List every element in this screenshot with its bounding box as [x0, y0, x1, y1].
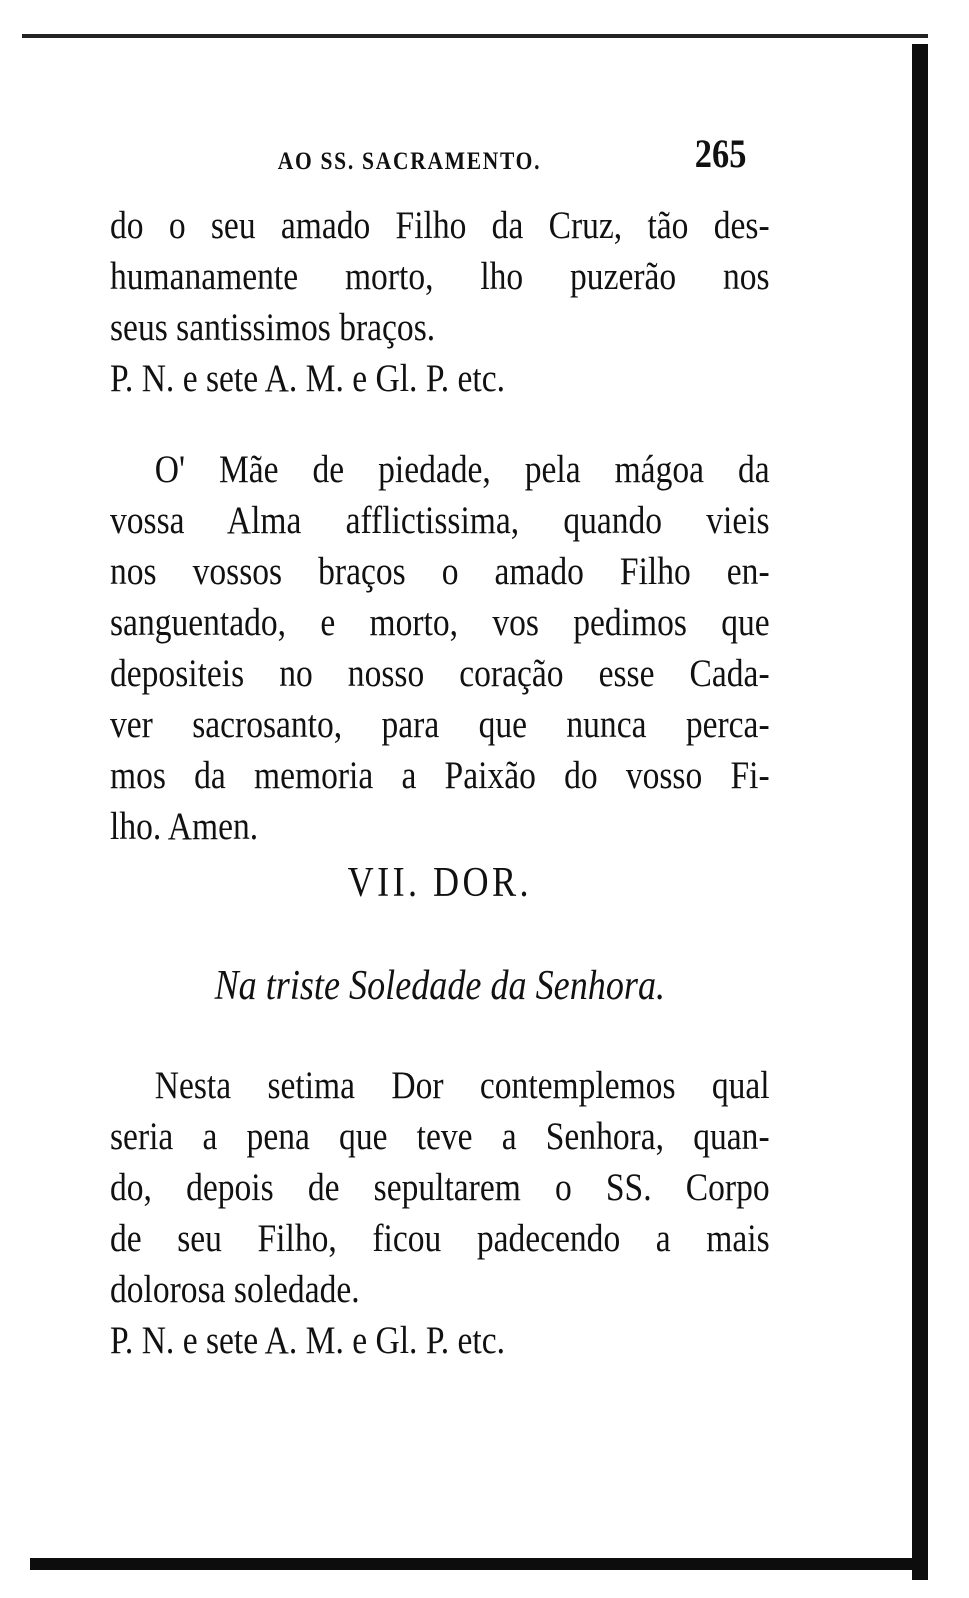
text-line: do o seu amado Filho da Cruz, tão des- — [110, 204, 770, 247]
spacer — [110, 404, 678, 444]
text-line: depositeis no nosso coração esse Cada- — [110, 652, 770, 695]
text-line: O' Mãe de piedade, pela mágoa da — [154, 448, 770, 491]
text-line: sanguentado, e morto, vos pedimos que — [110, 601, 770, 644]
page-border-top — [22, 34, 928, 38]
section-title: VII. DOR. — [347, 860, 533, 906]
text-line: humanamente morto, lho puzerão nos — [110, 255, 770, 298]
prayer-rubric: P. N. e sete A. M. e Gl. P. etc. — [110, 1319, 506, 1362]
paragraph-continuation — [110, 200, 770, 404]
page-number: 265 — [694, 131, 747, 176]
prayer-rubric: P. N. e sete A. M. e Gl. P. etc. — [110, 357, 506, 400]
page-border-bottom — [30, 1558, 928, 1570]
text-line: dolorosa soledade. — [110, 1268, 360, 1311]
text-line: de seu Filho, ficou padecendo a mais — [110, 1217, 770, 1260]
text-line: vossa Alma afflictissima, quando vieis — [110, 499, 770, 542]
paragraph-meditation — [110, 1060, 770, 1366]
spacer — [110, 1016, 678, 1060]
page-header — [110, 130, 770, 200]
text-line: seria a pena que teve a Senhora, quan- — [110, 1115, 770, 1158]
section-subtitle: Na triste Soledade da Senhora. — [214, 963, 666, 1009]
book-page — [110, 130, 770, 1366]
text-line: ver sacrosanto, para que nunca perca- — [110, 703, 770, 746]
running-head: AO SS. SACRAMENTO. — [277, 148, 542, 175]
text-line: mos da memoria a Paixão do vosso Fi- — [110, 754, 770, 797]
text-line: Nesta setima Dor contemplemos qual — [154, 1064, 770, 1107]
text-line: seus santissimos braços. — [110, 306, 436, 349]
spacer — [110, 914, 678, 956]
text-line: lho. Amen. — [110, 805, 259, 848]
paragraph-prayer — [110, 444, 770, 852]
page-border-right — [912, 44, 928, 1580]
text-line: do, depois de sepultarem o SS. Corpo — [110, 1166, 770, 1209]
text-line: nos vossos braços o amado Filho en- — [110, 550, 770, 593]
